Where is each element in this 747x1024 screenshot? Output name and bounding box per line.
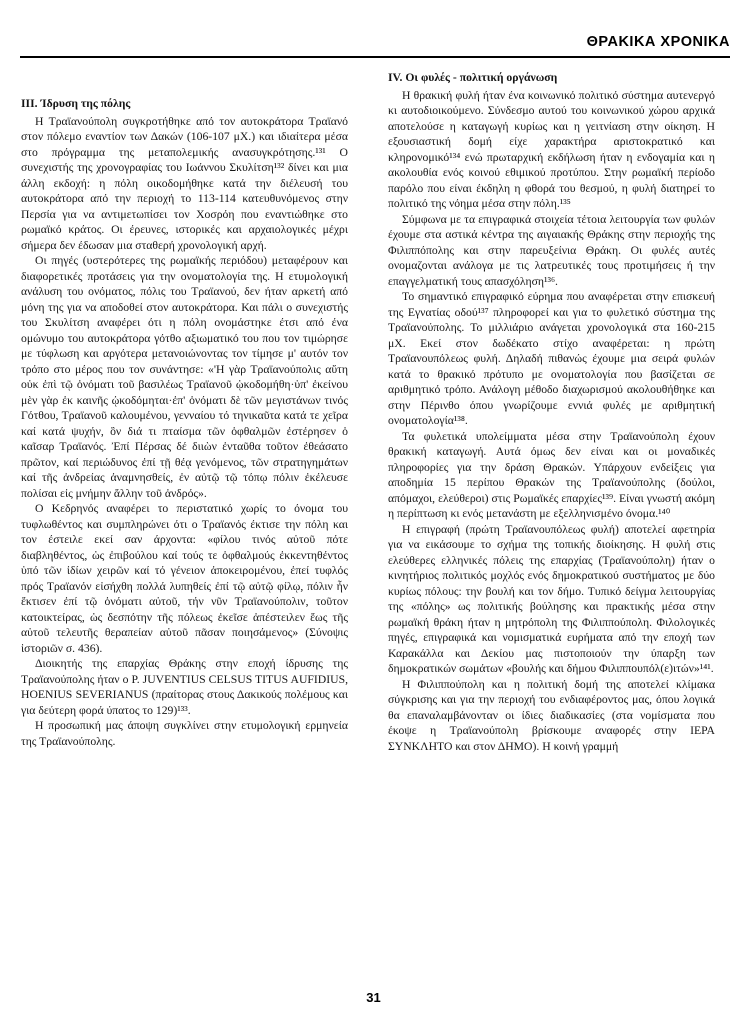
paragraph: Το σημαντικό επιγραφικό εύρημα που αναφέρεται στην επισκευή της Εγνατίας οδού¹³⁷ πληροφορεί και για το φυλετικό σύστημα της Τραϊανούπολης. Το μιλλιάριο ανάγεται χρονολογικά στα 160-215 μΧ. Εκεί στον δωδέκατο στίχο αναφέρεται: η πρώτη Τραϊανουπόλεως φυλή. Δηλαδή πιθανώς έχουμε μια σειρά φυλών κατά το θρακικό πρότυπο με ονοματολογία που βασίζεται σε αριθμητικό τρόπο. Ανάλογη μέθοδο διαχωρισμού ακολουθήθηκε και στην Πέρινθο όπου γνωρίζουμε εννιά φυλές με αριθμητική ονοματολογία¹³⁸.	[388, 290, 715, 427]
right-column	[388, 70, 715, 754]
paragraph: Διοικητής της επαρχίας Θράκης στην εποχή ίδρυσης της Τραϊανούπολης ήταν ο P. JUVENTIUS CELSUS TITUS AUFIDIUS, HOENIUS SEVERIANUS (πραίτορας στους Δακικούς πολέμους και για δεύτερη φορά ύπατος το 129)¹³³.	[21, 657, 348, 717]
paragraph: Η προσωπική μας άποψη συγκλίνει στην ετυμολογική ερμηνεία της Τραϊανούπολης.	[21, 719, 348, 748]
paragraph: Η θρακική φυλή ήταν ένα κοινωνικό πολιτικό σύστημα αυτενεργό κι αυτοδιοικούμενο. Σύνδεσμο αυτού του κοινωνικού χώρου αρχικά αποτελούσε η καταγωγή κυρίως και η γειτνίαση στην οίκηση. Η εξουσιαστική δομή είχε χαρακτήρα αριστοκρατικό και κληρονομικό¹³⁴ ενώ πρωταρχική εκδήλωση ήταν η ενδογαμία και η ακολουθία ενός κοινού εθιμικού προτύπου. Στην ρωμαϊκή περίοδο παρόλο που είναι έκδηλη η φθορά του θεσμού, η φυλή διατηρεί το πολιτικό της νόημα μέσα στην πόλη.¹³⁵	[388, 88, 715, 210]
section-heading-founding: III. Ίδρυση της πόλης	[21, 97, 131, 110]
paragraph: Σύμφωνα με τα επιγραφικά στοιχεία τέτοια λειτουργία των φυλών έχουμε στα αστικά κέντρα της αιγαιακής Θράκης στην περιοχής της Φιλιππόπολης και στην παρευξείνια Θράκη. Οι φυλές αυτές ονομαζονται ανάλογα με τις λατρευτικές τους προτιμήσεις ή την επαγγελματική τους απασχόληση¹³⁶.	[388, 212, 715, 288]
paragraph: Οι πηγές (υστερότερες της ρωμαϊκής περιόδου) μεταφέρουν και διαφορετικές προτάσεις για την ονοματολογία της. Η ετυμολογική ανάλυση του ονόματος, πόλις του Τραϊανού, δεν ήταν αρκετή από μόνη της για να αποδοθεί στον αυτοκράτορα. Και πάλι ο συνεχιστής του Σκυλίτση αναφέρει ότι η πόλη ονομάστηκε έτσι από ένα ομώνυμο του αυτοκράτορα γότθο αξιωματικό του που τον τιμώρησε με τύφλωση και αργότερα μετανοιώνοντας τον τίμησε μ' αυτόν τον τρόπο στο μέρος που τον συνάντησε: «'Η γὰρ Τραϊανούπολις αὕτη οὐκ ἐπὶ τῷ ὀνόματι τοῦ βασιλέως Τραϊανοῦ ᾠκοδομήθη·ὑπ' ἐκείνου μὲν γὰρ ἐκ καινῆς ᾠκοδόμηται·ἐπ' ὀνόματι δὲ τῶν μεγιστάνων τινός Γότθου, Τραϊανοῦ καλουμένου, γενναίου τό τηνικαῦτα κατά τε χεῖρα καί κατά ψυχήν, ὃν διά τι πταίσμα τῶν ὀφθαλμῶν ἐστέρησεν ὁ καῖσαρ Τραϊανός. Ἐπί Πέρσας δέ διιὼν ἐνταῦθα τοῦτον ἐθεάσατο πρῶτον, καί περιώδυνος ἐπί τῇ θέᾳ γενόμενος, τῶν στρατηγημάτων καί τῆς ἀνδρείας ἀναμνησθείς, ἐν αὐτῷ τῷ τόπῳ πόλιν ἐκέλευσε πολίσαι εἰς μνήμην ἄλλην τοῦ ἀνδρός».	[21, 254, 348, 500]
section-heading-tribes: IV. Οι φυλές - πολιτική οργάνωση	[388, 71, 558, 84]
paragraph: Ο Κεδρηνός αναφέρει το περιστατικό χωρίς το όνομα του τυφλωθέντος και συμπληρώνει ότι ο Τραϊανός έκτισε την πόλη και τον έστειλε εκεί σαν άρχοντα: «φίλου τινός αὐτοῦ πότε διαβληθέντος, ὡς ἐπιβούλου καί τούς τε ὀφθαλμούς ἐκκεντηθέντος ὑπό τῶν ἰδίων χειρῶν καί τό γένειον ἀποκειρομένου, ἐπεί τυφλός πρός Τραϊανόν εἰσήχθη πολλά λυπηθείς ἐπί τῷ αὐτῷ φίλῳ, πόλιν ἦν ἔκτισεν ἐπί τῷ ὀνόματι αὐτοῦ, τήν νῦν Τραϊανούπολιν, τοῦτον κατοικτείρας, ὡς δεσπότην τῆς πόλεως ἐκεῖσε ἀπέστειλεν ἕως τῆς αὐτοῦ τελευτῆς θεραπείαν αὐτοῦ πᾶσαν ποιησάμενος» (Σύνοψις ἱστοριῶν σ. 436).	[21, 502, 348, 655]
paragraph: Η Φιλιππούπολη και η πολιτική δομή της αποτελεί κλίμακα σύγκρισης και για την περιοχή του ενδιαφέροντος μας, όπου λογικά θα επαναλαμβάνονταν οι ίδιες διαδικασίες (στα νομίσματα που έκοψε η Τραϊανούπολη βρίσκουμε αναφορές στην ΙΕΡΑ ΣΥΝΚΛΗΤΟ και στον ΔΗΜΟ). Η κοινή γραμμή	[388, 677, 715, 753]
header-rule	[20, 56, 730, 58]
paragraph: Η Τραϊανούπολη συγκροτήθηκε από τον αυτοκράτορα Τραϊανό στον πόλεμο εναντίον των Δακών (106-107 μΧ.) και ιδιαίτερα μέσα στο πρόγραμμα της μεταπολεμικής ανασυγκρότησης.¹³¹ Ο συνεχιστής της χρονογραφίας του Ιωάννου Σκυλίτση¹³² δίνει και μια άλλη εκδοχή: η πόλη οικοδομήθηκε κατά την διέλευσή του αυτοκράτορα από την περιοχή το 113-114 κατευθυνόμενος στην Περσία για να αντιμετωπίσει τον Χοσρόη που εναντιώθηκε στο ρωμαϊκό κράτος. Οι έρευνες, ιστορικές και αρχαιολογικές μέχρι σήμερα δεν έδωσαν μια σταθερή χρονολογική αρχή.	[21, 114, 348, 252]
page-number: 31	[366, 990, 381, 1005]
paragraph: Τα φυλετικά υπολείμματα μέσα στην Τραϊανούπολη έχουν θρακική καταγωγή. Αυτά όμως δεν είναι και οι μοναδικές πληροφορίες για την δράση Θρακών. Υπάρχουν ενδείξεις για αποδημία 15 περίπου Θρακών της Τραϊανούπολης (δούλοι, απόμαχοι, ελεύθεροι) στις Ρωμαϊκές επαρχίες¹³⁹. Είναι γνωστή ακόμη η περίπτωση κι ενός μετανάστη με εξελληνισμένο όνομα.¹⁴⁰	[388, 429, 715, 520]
paragraph: Η επιγραφή (πρώτη Τραϊανουπόλεως φυλή) αποτελεί αφετηρία για να εικάσουμε το σχήμα της τοπικής διοίκησης. Η φυλή στις ελεύθερες ελληνικές πόλεις της επαρχίας (Τραϊανούπολη) ήταν ο κινητήριος πολιτικός μοχλός ενός δημοκρατικού συστήματος με δύο κυρίως πόλους: την βουλή και τον δήμο. Τυπικό δείγμα λειτουργίας της «πόλης» ως πολιτικής βούλησης και πρακτικής μέσα στην ρωμαϊκή θράκη ήταν η μητρόπολη της Φιλιππούπολη. Φιλολογικές πηγές, επιγραφικά και νομισματικά ευρήματα από την εποχή των Καρακάλλα και Δεκίου μας πιστοποιούν την ύπαρξη των δημοκρατικών σωμάτων «βουλής και δήμου Φιλιππουπόλ(ε)ιτών»¹⁴¹.	[388, 522, 715, 675]
left-column	[21, 96, 348, 749]
running-head: ΘΡΑΚΙΚΑ ΧΡΟΝΙΚΑ	[586, 34, 730, 50]
